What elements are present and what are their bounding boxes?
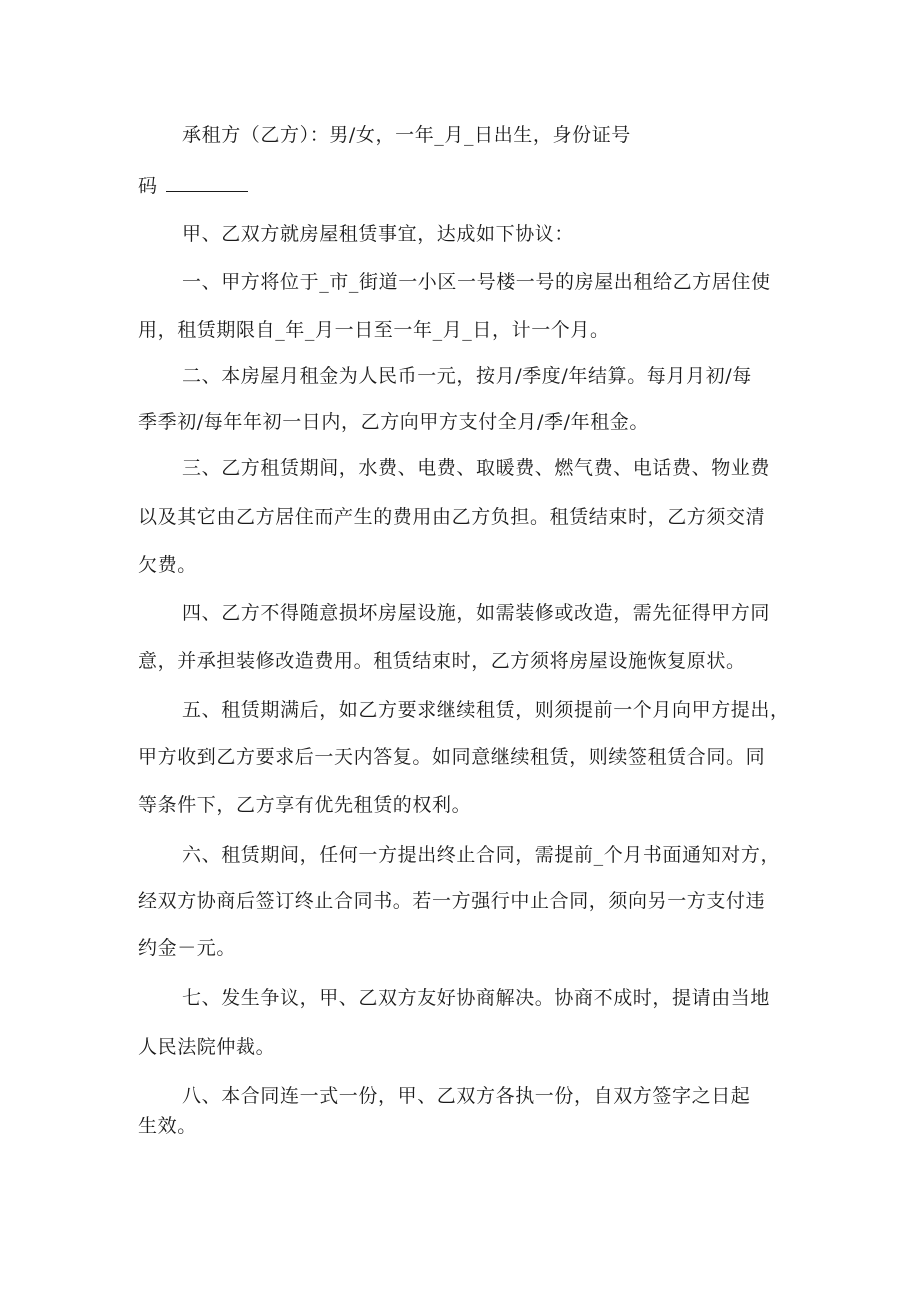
- clause3-line-3: 欠费。: [138, 554, 197, 576]
- clause1-line-2: 用，租赁期限自_年_月一日至一年_月_日，计一个月。: [138, 319, 610, 341]
- clause5-line-1: 五、租赁期满后，如乙方要求继续租赁，则须提前一个月向甲方提出，: [182, 699, 790, 721]
- tenant-line-1: 承租方（乙方）：男/女，一年_月_日出生，身份证号: [182, 124, 631, 146]
- tenant-line-2: [138, 173, 248, 198]
- intro-line-1: 甲、乙双方就房屋租赁事宜，达成如下协议：: [182, 223, 575, 245]
- clause6-line-2: 经双方协商后签订终止合同书。若一方强行中止合同，须向另一方支付违: [138, 890, 766, 912]
- clause6-line-1: 六、租赁期间，任何一方提出终止合同，需提前_个月书面通知对方，: [182, 844, 781, 866]
- clause1-line-1: 一、甲方将位于_市_街道一小区一号楼一号的房屋出租给乙方居住使: [182, 271, 771, 293]
- clause5-line-2: 甲方收到乙方要求后一天内答复。如同意继续租赁，则续签租赁合同。同: [138, 746, 766, 768]
- clause3-line-1: 三、乙方租赁期间，水费、电费、取暖费、燃气费、电话费、物业费: [182, 457, 771, 479]
- id-number-blank: [166, 173, 248, 192]
- clause4-line-1: 四、乙方不得随意损坏房屋设施，如需装修或改造，需先征得甲方同: [182, 602, 771, 624]
- clause8-line-2: 生效。: [138, 1115, 197, 1137]
- clause7-line-2: 人民法院仲裁。: [138, 1036, 276, 1058]
- clause4-line-2: 意，并承担装修改造费用。租赁结束时，乙方须将房屋设施恢复原状。: [138, 650, 746, 672]
- id-number-label: 码: [138, 175, 158, 197]
- clause2-line-1: 二、本房屋月租金为人民币一元，按月/季度/年结算。每月月初/每: [182, 365, 752, 387]
- clause5-line-3: 等条件下，乙方享有优先租赁的权利。: [138, 794, 472, 816]
- clause6-line-3: 约金－元。: [138, 937, 237, 959]
- clause3-line-2: 以及其它由乙方居住而产生的费用由乙方负担。租赁结束时，乙方须交清: [138, 506, 766, 528]
- clause2-line-2: 季季初/每年年初一日内，乙方向甲方支付全月/季/年租金。: [138, 411, 650, 433]
- clause8-line-1: 八、本合同连一式一份，甲、乙双方各执一份，自双方签字之日起: [182, 1085, 751, 1107]
- clause7-line-1: 七、发生争议，甲、乙双方友好协商解决。协商不成时，提请由当地: [182, 987, 771, 1009]
